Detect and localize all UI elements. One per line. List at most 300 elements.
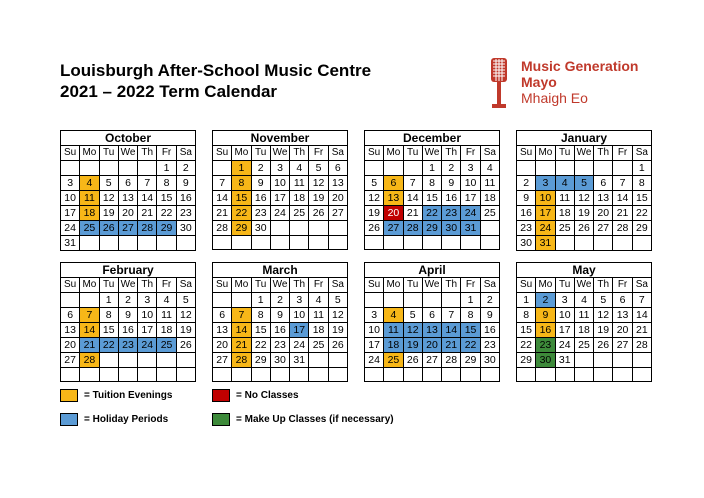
day-cell: 5 — [99, 176, 118, 191]
day-cell: 14 — [442, 323, 461, 338]
day-cell: 6 — [384, 176, 403, 191]
day-cell: 9 — [442, 176, 461, 191]
weekday-header: Fr — [157, 278, 176, 293]
day-cell: 20 — [613, 323, 632, 338]
day-cell: 10 — [61, 191, 80, 206]
day-cell: 10 — [290, 308, 309, 323]
empty-cell — [403, 368, 422, 382]
day-cell: 21 — [442, 338, 461, 353]
day-cell: 14 — [232, 323, 251, 338]
day-cell: 3 — [365, 308, 384, 323]
empty-cell — [442, 368, 461, 382]
day-cell: 12 — [176, 308, 195, 323]
month-may — [516, 262, 652, 382]
empty-cell — [290, 236, 309, 250]
weekday-header: Tu — [403, 278, 422, 293]
empty-cell — [213, 236, 232, 250]
month-name: October — [60, 130, 196, 145]
day-cell: 23 — [480, 338, 499, 353]
day-cell: 18 — [290, 191, 309, 206]
day-cell: 24 — [290, 338, 309, 353]
weekday-header: Th — [290, 146, 309, 161]
day-cell: 21 — [403, 206, 422, 221]
empty-cell — [536, 161, 555, 176]
empty-cell — [517, 368, 536, 382]
day-cell: 19 — [403, 338, 422, 353]
day-cell: 23 — [536, 338, 555, 353]
empty-cell — [213, 161, 232, 176]
empty-cell — [480, 221, 499, 236]
empty-cell — [328, 236, 347, 250]
day-cell: 2 — [176, 161, 195, 176]
month-october — [60, 130, 196, 251]
day-cell: 28 — [138, 221, 157, 236]
day-cell: 9 — [118, 308, 137, 323]
day-cell: 2 — [118, 293, 137, 308]
day-cell: 30 — [517, 236, 536, 251]
day-cell: 11 — [157, 308, 176, 323]
logo-line-1: Music Generation — [521, 58, 639, 74]
weekday-header: We — [118, 278, 137, 293]
weekday-header: We — [118, 146, 137, 161]
weekday-header: Fr — [613, 278, 632, 293]
day-cell: 2 — [517, 176, 536, 191]
logo-line-2: Mayo — [521, 74, 557, 90]
day-cell: 27 — [594, 221, 613, 236]
day-cell: 19 — [99, 206, 118, 221]
day-cell: 18 — [555, 206, 574, 221]
day-cell: 29 — [251, 353, 270, 368]
day-cell: 16 — [251, 191, 270, 206]
day-cell: 14 — [613, 191, 632, 206]
day-cell: 25 — [480, 206, 499, 221]
day-cell: 28 — [632, 338, 651, 353]
weekday-header: Tu — [555, 146, 574, 161]
day-cell: 15 — [232, 191, 251, 206]
day-cell: 18 — [384, 338, 403, 353]
weekday-header: Su — [517, 146, 536, 161]
day-cell: 7 — [403, 176, 422, 191]
month-name: December — [364, 130, 500, 145]
day-cell: 16 — [517, 206, 536, 221]
day-cell: 11 — [574, 308, 593, 323]
day-cell: 3 — [138, 293, 157, 308]
day-cell: 26 — [594, 338, 613, 353]
weekday-header: We — [270, 278, 289, 293]
day-cell: 14 — [632, 308, 651, 323]
empty-cell — [118, 236, 137, 251]
day-cell: 17 — [365, 338, 384, 353]
day-cell: 13 — [613, 308, 632, 323]
weekday-header: Th — [442, 278, 461, 293]
day-cell: 6 — [61, 308, 80, 323]
day-cell: 1 — [422, 161, 441, 176]
day-cell: 29 — [422, 221, 441, 236]
empty-cell — [232, 293, 251, 308]
day-cell: 6 — [213, 308, 232, 323]
weekday-header: Su — [213, 146, 232, 161]
day-cell: 20 — [118, 206, 137, 221]
day-cell: 28 — [403, 221, 422, 236]
day-cell: 2 — [480, 293, 499, 308]
day-cell: 7 — [80, 308, 99, 323]
legend-swatch-makeup — [212, 413, 230, 426]
legend-noclass — [212, 389, 299, 402]
day-cell: 12 — [99, 191, 118, 206]
day-cell: 12 — [309, 176, 328, 191]
day-cell: 15 — [422, 191, 441, 206]
weekday-header: Fr — [461, 278, 480, 293]
empty-cell — [403, 236, 422, 250]
legend-makeup — [212, 413, 394, 426]
empty-cell — [613, 353, 632, 368]
weekday-header: Fr — [309, 146, 328, 161]
month-february — [60, 262, 196, 382]
day-cell: 12 — [365, 191, 384, 206]
day-cell: 4 — [309, 293, 328, 308]
day-cell: 26 — [328, 338, 347, 353]
legend-label-tuition: = Tuition Evenings — [84, 390, 173, 401]
day-cell: 15 — [99, 323, 118, 338]
day-cell: 24 — [555, 338, 574, 353]
empty-cell — [574, 236, 593, 251]
empty-cell — [422, 368, 441, 382]
day-cell: 26 — [309, 206, 328, 221]
day-cell: 24 — [536, 221, 555, 236]
empty-cell — [232, 236, 251, 250]
empty-cell — [328, 368, 347, 382]
day-cell: 9 — [270, 308, 289, 323]
day-cell: 31 — [290, 353, 309, 368]
weekday-header: Sa — [328, 278, 347, 293]
day-cell: 13 — [61, 323, 80, 338]
day-cell: 12 — [328, 308, 347, 323]
empty-cell — [61, 293, 80, 308]
day-cell: 24 — [270, 206, 289, 221]
month-november — [212, 130, 348, 250]
empty-cell — [555, 161, 574, 176]
weekday-header: Th — [442, 146, 461, 161]
day-cell: 30 — [536, 353, 555, 368]
empty-cell — [290, 368, 309, 382]
day-cell: 19 — [365, 206, 384, 221]
empty-cell — [574, 353, 593, 368]
empty-cell — [309, 368, 328, 382]
empty-cell — [138, 161, 157, 176]
day-cell: 12 — [594, 308, 613, 323]
day-cell: 24 — [461, 206, 480, 221]
day-cell: 2 — [251, 161, 270, 176]
day-cell: 21 — [632, 323, 651, 338]
weekday-header: We — [574, 278, 593, 293]
empty-cell — [613, 368, 632, 382]
weekday-header: Fr — [461, 146, 480, 161]
empty-cell — [80, 161, 99, 176]
day-cell: 5 — [594, 293, 613, 308]
weekday-header: Th — [594, 146, 613, 161]
day-cell: 29 — [232, 221, 251, 236]
day-cell: 25 — [290, 206, 309, 221]
day-cell: 25 — [574, 338, 593, 353]
day-cell: 7 — [613, 176, 632, 191]
empty-cell — [384, 293, 403, 308]
microphone-icon — [484, 58, 514, 110]
weekday-header: Th — [138, 278, 157, 293]
empty-cell — [80, 368, 99, 382]
day-cell: 15 — [461, 323, 480, 338]
month-table — [60, 277, 196, 382]
day-cell: 10 — [461, 176, 480, 191]
day-cell: 9 — [517, 191, 536, 206]
day-cell: 30 — [251, 221, 270, 236]
day-cell: 26 — [574, 221, 593, 236]
weekday-header: Su — [365, 278, 384, 293]
empty-cell — [118, 353, 137, 368]
day-cell: 28 — [213, 221, 232, 236]
day-cell: 10 — [365, 323, 384, 338]
empty-cell — [251, 236, 270, 250]
weekday-header: Tu — [251, 146, 270, 161]
day-cell: 22 — [232, 206, 251, 221]
empty-cell — [365, 236, 384, 250]
empty-cell — [328, 221, 347, 236]
weekday-header: Sa — [632, 146, 651, 161]
month-table — [364, 145, 500, 250]
weekday-header: Mo — [232, 278, 251, 293]
day-cell: 10 — [536, 191, 555, 206]
day-cell: 13 — [422, 323, 441, 338]
day-cell: 17 — [536, 206, 555, 221]
day-cell: 17 — [270, 191, 289, 206]
legend-label-holiday: = Holiday Periods — [84, 414, 169, 425]
empty-cell — [632, 353, 651, 368]
day-cell: 22 — [517, 338, 536, 353]
day-cell: 4 — [480, 161, 499, 176]
day-cell: 1 — [157, 161, 176, 176]
weekday-header: Mo — [536, 146, 555, 161]
day-cell: 27 — [613, 338, 632, 353]
day-cell: 3 — [555, 293, 574, 308]
day-cell: 25 — [157, 338, 176, 353]
weekday-header: Tu — [403, 146, 422, 161]
day-cell: 17 — [61, 206, 80, 221]
day-cell: 28 — [613, 221, 632, 236]
empty-cell — [176, 236, 195, 251]
day-cell: 15 — [251, 323, 270, 338]
day-cell: 1 — [461, 293, 480, 308]
weekday-header: Mo — [80, 278, 99, 293]
day-cell: 16 — [176, 191, 195, 206]
day-cell: 31 — [536, 236, 555, 251]
weekday-header: Mo — [232, 146, 251, 161]
day-cell: 12 — [403, 323, 422, 338]
day-cell: 15 — [157, 191, 176, 206]
empty-cell — [574, 161, 593, 176]
empty-cell — [403, 161, 422, 176]
empty-cell — [99, 161, 118, 176]
day-cell: 17 — [461, 191, 480, 206]
month-april — [364, 262, 500, 382]
month-table — [212, 277, 348, 382]
day-cell: 7 — [213, 176, 232, 191]
day-cell: 24 — [138, 338, 157, 353]
weekday-header: Tu — [555, 278, 574, 293]
month-name: March — [212, 262, 348, 277]
day-cell: 25 — [80, 221, 99, 236]
weekday-header: We — [422, 146, 441, 161]
weekday-header: We — [270, 146, 289, 161]
day-cell: 23 — [251, 206, 270, 221]
weekday-header: Mo — [384, 146, 403, 161]
day-cell: 13 — [328, 176, 347, 191]
day-cell: 11 — [309, 308, 328, 323]
month-table — [516, 145, 652, 251]
day-cell: 5 — [403, 308, 422, 323]
day-cell: 27 — [384, 221, 403, 236]
legend-swatch-noclass — [212, 389, 230, 402]
day-cell: 21 — [232, 338, 251, 353]
empty-cell — [61, 161, 80, 176]
empty-cell — [232, 368, 251, 382]
weekday-header: Sa — [176, 146, 195, 161]
day-cell: 21 — [80, 338, 99, 353]
day-cell: 16 — [442, 191, 461, 206]
day-cell: 26 — [365, 221, 384, 236]
day-cell: 22 — [632, 206, 651, 221]
empty-cell — [176, 368, 195, 382]
day-cell: 29 — [632, 221, 651, 236]
month-table — [60, 145, 196, 251]
empty-cell — [594, 353, 613, 368]
day-cell: 8 — [461, 308, 480, 323]
day-cell: 5 — [309, 161, 328, 176]
day-cell: 1 — [232, 161, 251, 176]
day-cell: 16 — [480, 323, 499, 338]
day-cell: 27 — [213, 353, 232, 368]
day-cell: 1 — [251, 293, 270, 308]
empty-cell — [309, 353, 328, 368]
day-cell: 6 — [422, 308, 441, 323]
empty-cell — [536, 368, 555, 382]
day-cell: 23 — [442, 206, 461, 221]
day-cell: 6 — [118, 176, 137, 191]
month-january — [516, 130, 652, 251]
empty-cell — [80, 236, 99, 251]
day-cell: 30 — [480, 353, 499, 368]
month-name: May — [516, 262, 652, 277]
day-cell: 13 — [384, 191, 403, 206]
day-cell: 13 — [213, 323, 232, 338]
day-cell: 9 — [176, 176, 195, 191]
day-cell: 22 — [251, 338, 270, 353]
day-cell: 4 — [555, 176, 574, 191]
empty-cell — [365, 293, 384, 308]
day-cell: 11 — [384, 323, 403, 338]
weekday-header: Sa — [480, 278, 499, 293]
day-cell: 10 — [138, 308, 157, 323]
day-cell: 20 — [384, 206, 403, 221]
legend-tuition — [60, 389, 172, 402]
empty-cell — [613, 161, 632, 176]
day-cell: 18 — [574, 323, 593, 338]
day-cell: 25 — [309, 338, 328, 353]
title-line-1: Louisburgh After-School Music Centre — [60, 61, 372, 80]
empty-cell — [328, 353, 347, 368]
day-cell: 18 — [80, 206, 99, 221]
day-cell: 24 — [61, 221, 80, 236]
empty-cell — [99, 368, 118, 382]
day-cell: 31 — [461, 221, 480, 236]
empty-cell — [309, 221, 328, 236]
day-cell: 5 — [574, 176, 593, 191]
legend-holiday — [60, 413, 168, 426]
day-cell: 30 — [176, 221, 195, 236]
day-cell: 23 — [118, 338, 137, 353]
day-cell: 14 — [80, 323, 99, 338]
month-table — [516, 277, 652, 382]
day-cell: 19 — [176, 323, 195, 338]
empty-cell — [594, 236, 613, 251]
day-cell: 9 — [536, 308, 555, 323]
weekday-header: Sa — [632, 278, 651, 293]
empty-cell — [613, 236, 632, 251]
empty-cell — [270, 236, 289, 250]
empty-cell — [384, 236, 403, 250]
empty-cell — [632, 368, 651, 382]
day-cell: 10 — [555, 308, 574, 323]
day-cell: 8 — [632, 176, 651, 191]
day-cell: 16 — [536, 323, 555, 338]
empty-cell — [403, 293, 422, 308]
weekday-header: Su — [61, 146, 80, 161]
day-cell: 15 — [517, 323, 536, 338]
day-cell: 3 — [61, 176, 80, 191]
day-cell: 8 — [232, 176, 251, 191]
empty-cell — [213, 368, 232, 382]
day-cell: 22 — [99, 338, 118, 353]
empty-cell — [384, 161, 403, 176]
day-cell: 26 — [99, 221, 118, 236]
day-cell: 25 — [384, 353, 403, 368]
day-cell: 4 — [157, 293, 176, 308]
empty-cell — [442, 293, 461, 308]
empty-cell — [594, 368, 613, 382]
day-cell: 18 — [309, 323, 328, 338]
weekday-header: We — [574, 146, 593, 161]
weekday-header: Su — [213, 278, 232, 293]
legend-label-makeup: = Make Up Classes (if necessary) — [236, 414, 394, 425]
day-cell: 30 — [442, 221, 461, 236]
weekday-header: Fr — [157, 146, 176, 161]
day-cell: 24 — [365, 353, 384, 368]
empty-cell — [213, 293, 232, 308]
logo-line-3: Mhaigh Eo — [521, 90, 588, 106]
empty-cell — [365, 368, 384, 382]
day-cell: 31 — [61, 236, 80, 251]
day-cell: 27 — [422, 353, 441, 368]
month-name: February — [60, 262, 196, 277]
empty-cell — [176, 353, 195, 368]
day-cell: 29 — [461, 353, 480, 368]
empty-cell — [309, 236, 328, 250]
day-cell: 29 — [517, 353, 536, 368]
day-cell: 20 — [61, 338, 80, 353]
day-cell: 17 — [555, 323, 574, 338]
weekday-header: We — [422, 278, 441, 293]
empty-cell — [138, 368, 157, 382]
page-title — [60, 60, 371, 102]
day-cell: 10 — [270, 176, 289, 191]
